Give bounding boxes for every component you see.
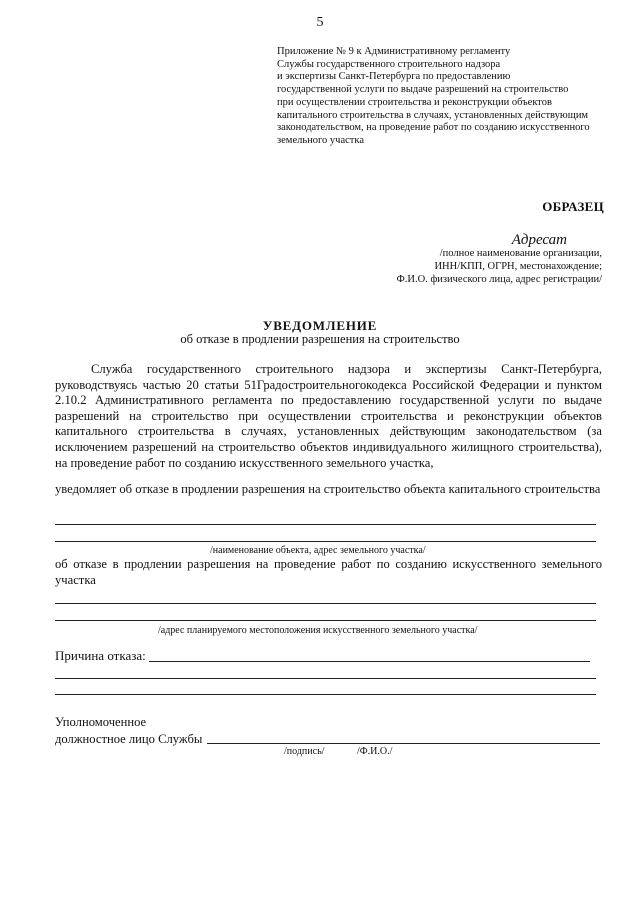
location-fill-line: [55, 603, 596, 604]
page-number: 5: [316, 15, 324, 30]
addressee-hint: [322, 248, 602, 286]
reason-fill-line: [149, 661, 590, 662]
object-fill-line: [55, 524, 596, 525]
signature-hint: /подпись/: [284, 746, 325, 757]
sample-label: ОБРАЗЕЦ: [542, 199, 604, 214]
signature-fill-line: [207, 743, 600, 744]
name-hint: /Ф.И.О./: [357, 746, 393, 757]
document-title: УВЕДОМЛЕНИЕ: [262, 318, 378, 333]
document-subtitle: об отказе в продлении разрешения на строительство: [180, 332, 460, 346]
reason-fill-line: [55, 694, 596, 695]
appendix-line: Службы государственного строительного надзора: [277, 58, 501, 70]
reason-fill-line: [55, 678, 596, 679]
appendix-line: государственной услуги по выдаче разрешений на строительство: [277, 84, 569, 96]
addressee-hint-line: ИНН/КПП, ОГРН, местонахождение;: [434, 260, 602, 272]
addressee-hint-line: /полное наименование организации,: [439, 248, 602, 259]
appendix-line: законодательством, на проведение работ по созданию искусственного: [277, 122, 590, 134]
appendix-line: Приложение № 9 к Административному регламенту: [277, 46, 511, 57]
addressee-label: Адресат: [511, 232, 567, 248]
object-fill-line: [55, 541, 596, 542]
body-paragraph: Служба государственного строительного надзора и экспертизы Санкт-Петербурга, руководствуясь частью 20 статьи 51Градостроительногокодекса Российской Федерации и пунктом 2.10.2 Административного регламента по предоставлению государственной услуги по выдаче разрешений на строительство при осуществлении строительства и реконструкции объектов капитального строительства в случаях, установленных действующим законодательством (за исключением разрешений на строительство объектов индивидуального жилищного строительства), на проведение работ по созданию искусственного земельного участка,: [55, 362, 602, 470]
addressee-hint-line: Ф.И.О. физического лица, адрес регистрации/: [396, 273, 602, 285]
appendix-line: при осуществлении строительства и реконструкции объектов: [277, 96, 552, 108]
appendix-line: земельного участка: [277, 134, 364, 146]
appendix-line: капитального строительства в случаях, установленных действующим: [277, 109, 589, 121]
official-line: должностное лицо Службы: [55, 731, 203, 746]
notify-text: уведомляет об отказе в продлении разрешения на строительство объекта капитального строительства: [55, 482, 601, 496]
reason-label: Причина отказа:: [55, 648, 146, 663]
location-hint: /адрес планируемого местоположения искусственного земельного участка/: [158, 625, 478, 636]
official-line: Уполномоченное: [55, 715, 147, 729]
object-hint: /наименование объекта, адрес земельного участка/: [210, 545, 426, 556]
appendix-line: и экспертизы Санкт-Петербурга по предоставлению: [277, 71, 511, 83]
excavation-text: об отказе в продлении разрешения на проведение работ по созданию искусственного земельного участка: [55, 557, 602, 587]
official-label: [55, 714, 202, 747]
location-fill-line: [55, 620, 596, 621]
appendix-reference: [277, 46, 617, 148]
